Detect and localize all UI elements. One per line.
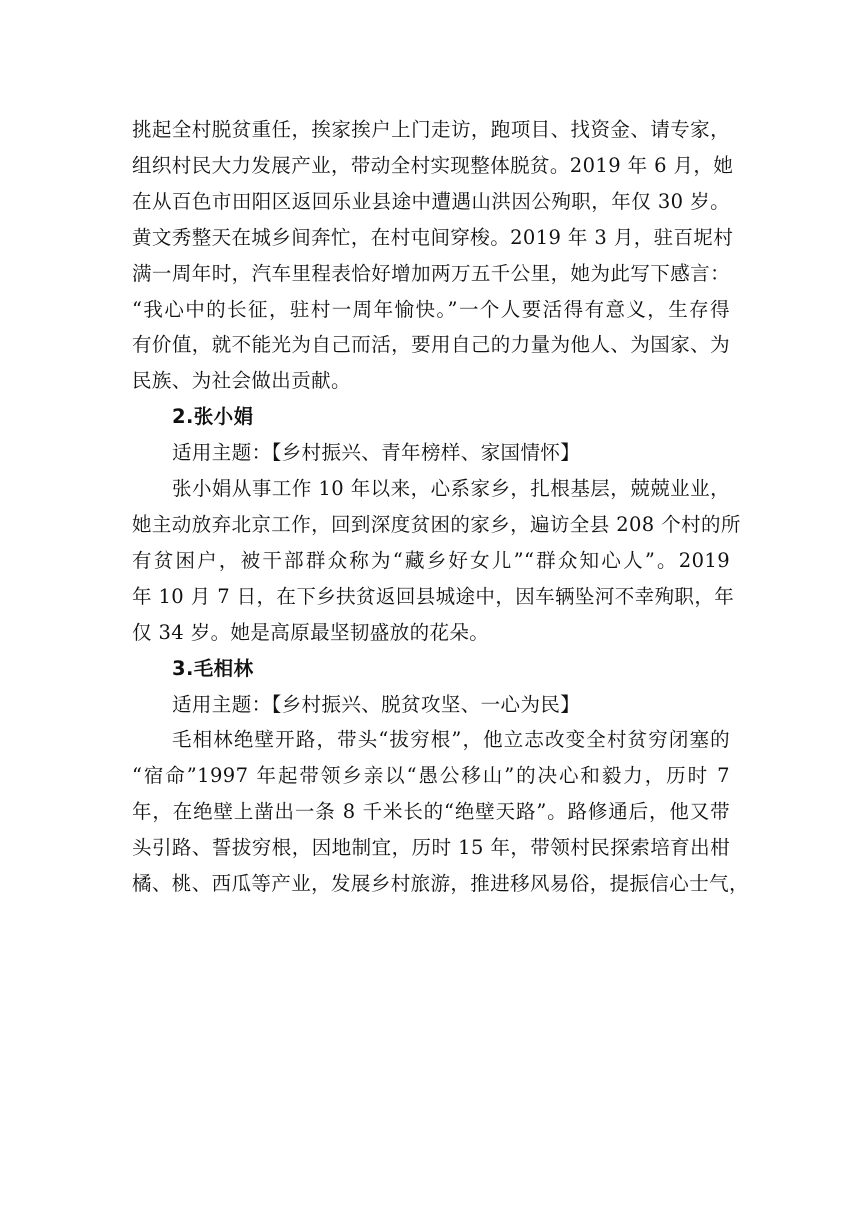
text-line: 有价值，就不能光为自己而活，要用自己的力量为他人、为国家、为	[132, 333, 730, 357]
text-line: 有贫困户，被干部群众称为“藏乡好女儿”“群众知心人”。2019	[132, 548, 730, 572]
document-page	[132, 112, 749, 902]
text-line: 年 10 月 7 日，在下乡扶贫返回县城途中，因车辆坠河不幸殉职，年	[132, 584, 735, 608]
text-line: 挑起全村脱贫重任，挨家挨户上门走访，跑项目、找资金、请专家，	[132, 118, 730, 141]
paragraph-zhang-xiaojuan	[132, 471, 741, 651]
text-line: 年，在绝壁上凿出一条 8 千米长的“绝壁天路”。路修通后，他又带	[132, 800, 730, 824]
text-line: 头引路、誓拔穷根，因地制宜，历时 15 年，带领村民探索培育出柑	[132, 836, 730, 860]
text-line: 满一周年时，汽车里程表恰好增加两万五千公里，她为此写下感言：	[132, 261, 730, 285]
section-theme-mao-xianglin: 适用主题：【乡村振兴、脱贫攻坚、一心为民】	[172, 692, 581, 716]
section-theme-zhang-xiaojuan: 适用主题：【乡村振兴、青年榜样、家国情怀】	[172, 441, 581, 465]
text-line: “宿命”1997 年起带领乡亲以“愚公移山”的决心和毅力，历时 7	[132, 764, 730, 788]
text-line: 在从百色市田阳区返回乐业县途中遭遇山洪因公殉职，年仅 30 岁。	[132, 189, 730, 213]
text-line: 仅 34 岁。她是高原最坚韧盛放的花朵。	[132, 620, 490, 644]
text-line: 毛相林绝壁开路，带头“拔穷根”，他立志改变全村贫穷闭塞的	[172, 728, 730, 752]
section-heading-zhang-xiaojuan: 2.张小娟	[172, 405, 254, 429]
text-line: 黄文秀整天在城乡间奔忙，在村屯间穿梭。2019 年 3 月，驻百坭村	[132, 225, 734, 249]
text-line: “我心中的长征，驻村一周年愉快。”一个人要活得有意义，生存得	[132, 297, 730, 321]
text-line: 她主动放弃北京工作，回到深度贫困的家乡，遍访全县 208 个村的所	[132, 512, 741, 536]
text-line: 橘、桃、西瓜等产业，发展乡村旅游，推进移风易俗，提振信心士气，	[132, 872, 749, 896]
text-line: 组织村民大力发展产业，带动全村实现整体脱贫。2019 年 6 月，她	[132, 153, 734, 177]
text-line: 张小娟从事工作 10 年以来，心系家乡，扎根基层，兢兢业业，	[172, 477, 730, 501]
text-line: 民族、为社会做出贡献。	[132, 369, 351, 393]
section-heading-mao-xianglin: 3.毛相林	[172, 656, 254, 680]
paragraph-mao-xianglin	[132, 722, 749, 902]
paragraph-huang-wenxiu	[132, 112, 734, 399]
